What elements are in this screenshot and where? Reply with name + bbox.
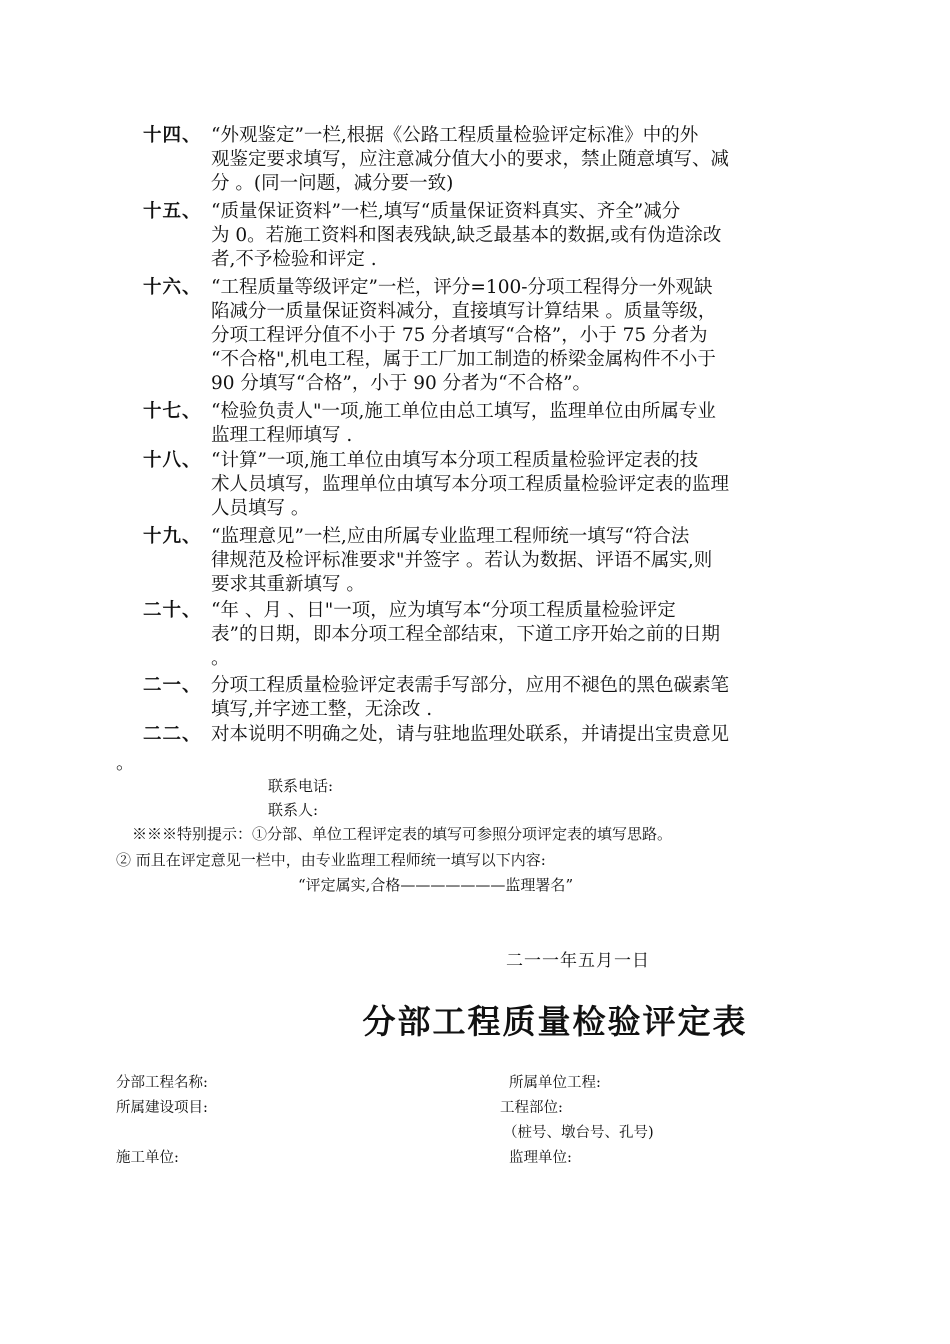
instruction-line: “外观鉴定”一栏,根据《公路工程质量检验评定标准》中的外 — [211, 125, 699, 146]
instruction-item — [143, 525, 843, 597]
instruction-line: “检验负责人"一项,施工单位由总工填写，监理单位由所属专业 — [211, 401, 716, 422]
trailing-period: 。 — [116, 753, 135, 774]
instruction-number: 十六、 — [143, 277, 202, 298]
instruction-line: “质量保证资料”一栏,填写“质量保证资料真实、齐全”减分 — [211, 201, 681, 222]
instruction-line: 分项工程质量检验评定表需手写部分，应用不褪色的黑色碳素笔 — [211, 675, 730, 696]
project-location-label: 工程部位: — [500, 1100, 563, 1116]
special-notice-line-3: “评定属实,合格———————监理署名” — [298, 876, 574, 894]
instruction-item — [143, 276, 843, 396]
instruction-line: 表”的日期，即本分项工程全部结束，下道工序开始之前的日期 — [211, 624, 720, 645]
instruction-line: 监理工程师填写 . — [211, 425, 353, 446]
instruction-line: 要求其重新填写 。 — [211, 574, 365, 595]
instruction-body — [211, 723, 843, 747]
instruction-body — [211, 525, 843, 597]
instruction-line: 观鉴定要求填写，应注意减分值大小的要求，禁止随意填写、减 — [211, 149, 730, 170]
form-title: 分部工程质量检验评定表 — [362, 1002, 748, 1041]
instruction-number: 二十、 — [143, 600, 202, 621]
contact-phone-label: 联系电话: — [268, 777, 334, 795]
instruction-line: 人员填写 。 — [211, 498, 310, 519]
instruction-item — [143, 400, 843, 448]
construction-item-label: 所属建设项目: — [116, 1100, 208, 1116]
instruction-item — [143, 449, 843, 521]
instruction-line: 填写,并字迹工整，无涂改 . — [211, 699, 433, 720]
instruction-item — [143, 599, 843, 671]
document-date: 二一一年五月一日 — [506, 951, 650, 971]
instruction-item — [143, 674, 843, 722]
instruction-line: 对本说明不明确之处，请与驻地监理处联系，并请提出宝贵意见 — [211, 724, 730, 745]
instruction-line: 律规范及检评标准要求"并签字 。若认为数据、评语不属实,则 — [211, 550, 713, 571]
instruction-number: 二二、 — [143, 724, 202, 745]
instruction-line: 者,不予检验和评定 . — [211, 249, 377, 270]
instruction-line: 90 分填写“合格”，小于 90 分者为“不合格”。 — [211, 373, 592, 394]
instruction-line: 为 0。若施工资料和图表残缺,缺乏最基本的数据,或有伪造涂改 — [211, 225, 722, 246]
instruction-body — [211, 124, 843, 196]
supervisor-label: 监理单位: — [509, 1150, 572, 1166]
instruction-number: 十四、 — [143, 125, 202, 146]
instruction-line: “年 、月 、日"一项，应为填写本“分项工程质量检验评定 — [211, 600, 676, 621]
instruction-item — [143, 124, 843, 196]
instruction-line: 。 — [211, 648, 230, 669]
instruction-item — [143, 723, 843, 747]
instruction-number: 十八、 — [143, 450, 202, 471]
contractor-label: 施工单位: — [116, 1150, 179, 1166]
instruction-number: 十九、 — [143, 526, 202, 547]
location-hint: （桩号、墩台号、孔号) — [503, 1125, 654, 1141]
instruction-line: “工程质量等级评定”一栏，评分=100-分项工程得分一外观缺 — [211, 277, 713, 298]
instruction-body — [211, 276, 843, 396]
instruction-item — [143, 200, 843, 272]
instruction-line: “监理意见”一栏,应由所属专业监理工程师统一填写“符合法 — [211, 526, 690, 547]
instruction-number: 十七、 — [143, 401, 202, 422]
instruction-number: 二一、 — [143, 675, 202, 696]
instruction-body — [211, 400, 843, 448]
sub-project-name-label: 分部工程名称: — [116, 1075, 208, 1091]
special-notice-line-1: ※※※特别提示：①分部、单位工程评定表的填写可参照分项评定表的填写思路。 — [132, 825, 673, 843]
instruction-line: 分 。(同一问题，减分要一致) — [211, 173, 454, 194]
special-notice-line-2: ② 而且在评定意见一栏中，由专业监理工程师统一填写以下内容: — [116, 851, 546, 869]
unit-project-label: 所属单位工程: — [509, 1075, 601, 1091]
contact-person-label: 联系人: — [268, 801, 319, 819]
instruction-body — [211, 449, 843, 521]
instruction-body — [211, 200, 843, 272]
instruction-body — [211, 674, 843, 722]
instruction-line: 陷减分一质量保证资料减分，直接填写计算结果 。质量等级， — [211, 301, 717, 322]
instruction-body — [211, 599, 843, 671]
instruction-line: 术人员填写，监理单位由填写本分项工程质量检验评定表的监理 — [211, 474, 730, 495]
instruction-line: “计算”一项,施工单位由填写本分项工程质量检验评定表的技 — [211, 450, 699, 471]
instruction-line: 分项工程评分值不小于 75 分者填写“合格”，小于 75 分者为 — [211, 325, 708, 346]
instruction-line: “不合格",机电工程，属于工厂加工制造的桥梁金属构件不小于 — [211, 349, 716, 370]
instruction-number: 十五、 — [143, 201, 202, 222]
